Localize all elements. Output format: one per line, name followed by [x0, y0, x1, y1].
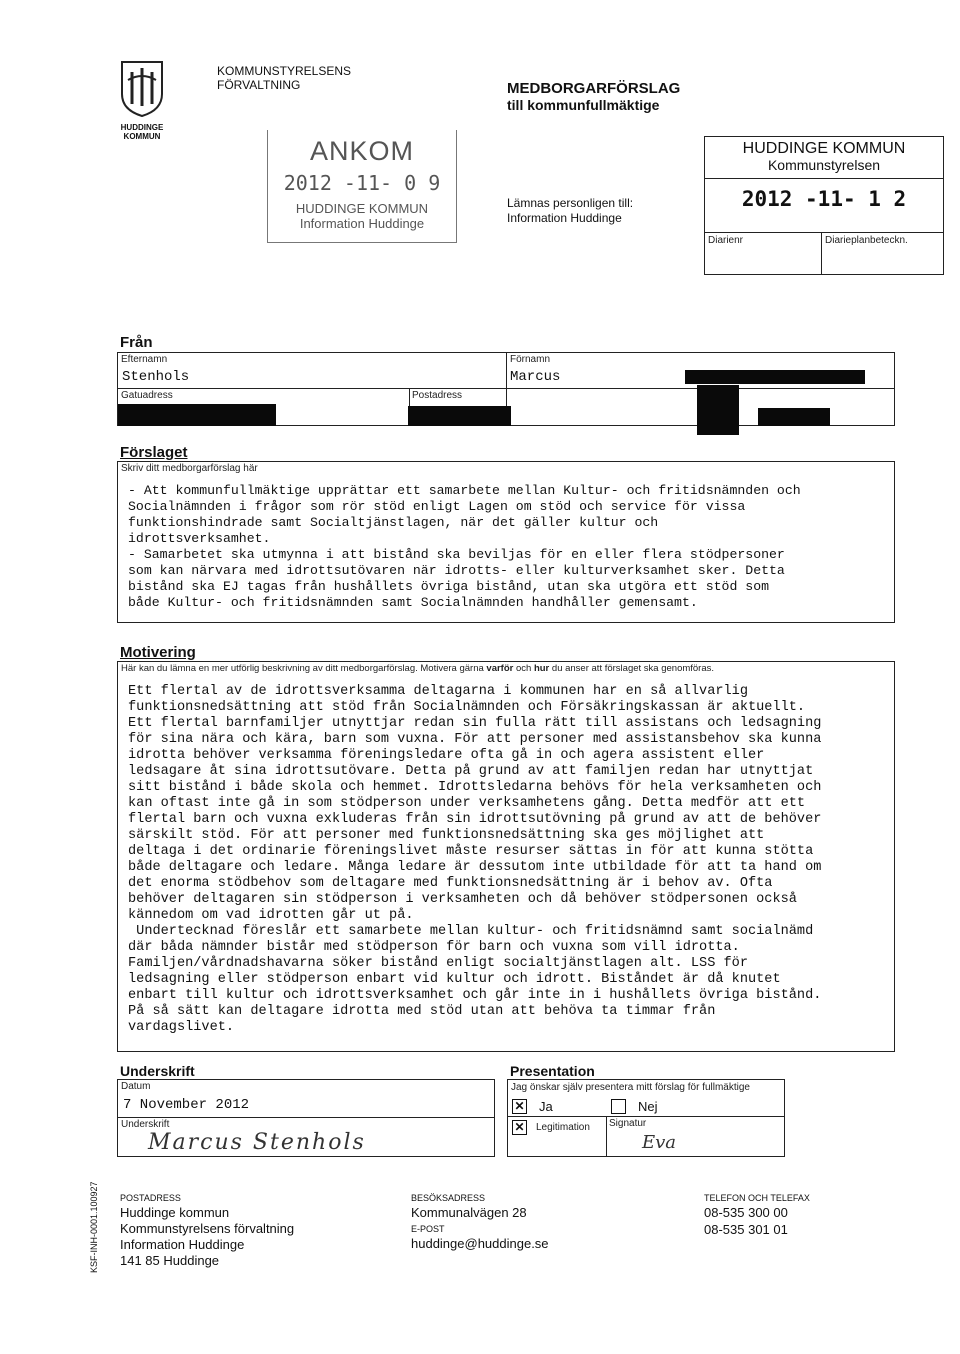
motivering-hint: Här kan du lämna en mer utförlig beskrivning av ditt medborgarförslag. Motivera gärna varför och hur du anser att förslaget ska genomföras. [121, 663, 715, 674]
presentation-box [507, 1079, 785, 1157]
redaction-postal [408, 406, 511, 426]
postadress-footer-label: POSTADRESS [120, 1193, 181, 1203]
ankom-date: 2012 -11- 0 9 [283, 171, 441, 195]
forslaget-hint: Skriv ditt medborgarförslag här [121, 463, 258, 474]
kommun-stamp-subtitle: Kommunstyrelsen [767, 157, 881, 173]
ja-label: Ja [539, 1099, 553, 1114]
forslaget-heading: Förslaget [120, 444, 188, 461]
ankom-line-1: HUDDINGE KOMMUN [295, 201, 429, 216]
epost-label: E-POST [411, 1224, 445, 1234]
underskrift-heading: Underskrift [120, 1063, 195, 1079]
org-line-2: FÖRVALTNING [217, 78, 301, 92]
ankom-line-2: Information Huddinge [299, 216, 425, 231]
diarienr-label: Diarienr [708, 235, 744, 246]
presentation-question: Jag önskar själv presentera mitt förslag för fullmäktige [511, 1082, 750, 1093]
ankom-title: ANKOM [309, 136, 414, 166]
telefon-value: 08-535 300 00 [704, 1205, 788, 1220]
legitimation-checkbox[interactable]: ✕ [512, 1120, 527, 1135]
fran-heading: Från [120, 334, 153, 351]
underskrift-label: Underskrift [121, 1119, 170, 1130]
submit-to-line-2: Information Huddinge [507, 211, 622, 225]
submit-to-line-1: Lämnas personligen till: [507, 196, 634, 210]
diarieplan-label: Diarieplanbeteckn. [825, 235, 908, 246]
epost-link[interactable]: huddinge@huddinge.se [411, 1236, 549, 1251]
ja-checkbox[interactable]: ✕ [512, 1099, 527, 1114]
form-subtitle: till kommunfullmäktige [507, 97, 660, 113]
kommun-logo [118, 60, 166, 141]
ankom-stamp [267, 130, 457, 243]
presentation-heading: Presentation [510, 1063, 595, 1079]
form-code: KSF-INH-0001.100927 [89, 1181, 99, 1273]
postadress-line-4: 141 85 Huddinge [120, 1253, 220, 1268]
redaction-extra-1 [697, 385, 739, 435]
telefon-label: TELEFON OCH TELEFAX [704, 1193, 810, 1203]
redaction-extra-2 [758, 408, 830, 426]
forslaget-textarea[interactable]: - Att kommunfullmäktige upprättar ett samarbete mellan Kultur- och fritidsnämnden och Socialnämnden i frågor som rör stöd enligt Lagen om stöd och service för vissa funktionshindrade samt Socialtjänstlagen, när det gäller kultur och idrottsverksamhet. - Samarbetet ska utmynna i att bistånd ska beviljas för en eller flera stödpersoner som kan närvara med idrottsutövaren när idrotts- eller kulturverksamhet sker. Detta bistånd ska EJ tagas från hushållets övriga bistånd, utan ska utgöra ett stöd som både Kultur- och fritidsnämnden samt Socialnämnden handhåller gemensamt. [128, 483, 801, 610]
org-line-1: KOMMUNSTYRELSENS [217, 64, 352, 78]
efternamn-label: Efternamn [121, 354, 168, 365]
nej-checkbox[interactable] [611, 1099, 626, 1114]
logo-text-2: KOMMUN [123, 132, 161, 141]
besoksadress-value: Kommunalvägen 28 [411, 1205, 527, 1220]
fornamn-field[interactable]: Marcus [510, 369, 561, 385]
kommun-stamp [704, 136, 944, 275]
redaction-phone [685, 370, 865, 384]
coat-of-arms-icon [118, 60, 166, 118]
signatur-field[interactable]: Eva [642, 1132, 677, 1153]
gatuadress-label: Gatuadress [121, 390, 173, 401]
redaction-street [118, 404, 276, 426]
legitimation-label: Legitimation [536, 1122, 590, 1133]
kommun-stamp-title: HUDDINGE KOMMUN [742, 140, 906, 157]
motivering-heading: Motivering [120, 644, 196, 661]
telefax-value: 08-535 301 01 [704, 1222, 788, 1237]
motivering-box [117, 661, 895, 1052]
fornamn-label: Förnamn [510, 354, 551, 365]
datum-field[interactable]: 7 November 2012 [123, 1097, 250, 1113]
besoksadress-label: BESÖKSADRESS [411, 1193, 486, 1203]
postadress-line-2: Kommunstyrelsens förvaltning [120, 1221, 295, 1236]
kommun-stamp-date: 2012 -11- 1 2 [741, 187, 907, 211]
signature-field[interactable]: Marcus Stenhols [148, 1130, 366, 1155]
postadress-line-1: Huddinge kommun [120, 1205, 230, 1220]
datum-label: Datum [121, 1081, 151, 1092]
postadress-line-3: Information Huddinge [120, 1237, 245, 1252]
logo-text-1: HUDDINGE [120, 123, 164, 132]
efternamn-field[interactable]: Stenhols [122, 369, 190, 385]
underskrift-box [117, 1079, 495, 1157]
nej-label: Nej [638, 1099, 658, 1114]
motivering-textarea[interactable]: Ett flertal av de idrottsverksamma deltagarna i kommunen har en så allvarlig funktionsnedsättning att stöd från Socialnämnden och Försäkringskassan är aktuellt. Ett flertal barnfamiljer utnyttjar redan sin fulla rätt till assistans och ledsagning för sina nära och kära, barn som vuxna. För att personer med assistansbehov ska kunna idrotta behöver verksamma föreningsledare ofta gå in och agera assistent eller ledsagare åt sina idrottsutövare. Detta på grund av att familjen redan har utnyttjat sitt bistånd i både skola och hemmet. Idrottsledarna behövs för hela verksamheten och kan oftast inte gå in som stödperson under verksamhetens gång. Detta medför att ett flertal barn och vuxna exkluderas från sin idrottsutövning på grund av att de behöver särskilt stöd. För att personer med funktionsnedsättning ska ges möjlighet att deltaga i det ordinarie föreningslivet måste resurser sättas in för att kunna stötta både deltagare och ledare. Många ledare är dessutom inte utbildade för att ta hand om det enorma stödbehov som deltagare med funktionsnedsättning är i behov av. Ofta behöver deltagaren sin stödperson i verksamheten och då behöver stödpersonen också kännedom om vad idrotten går ut på. Undertecknad föreslår ett samarbete mellan kultur- och fritidsnämnd samt socialnämd där båda nämnder bistår med stödperson för barn och vuxna som vill idrotta. Familjen/vårdnadshavarna söker bistånd enligt socialtjänstlagen alt. LSS för ledsagning eller stödperson enbart vid kultur och idrott. Biståndet är då knutet enbart till kultur och idrottsverksamhet och går inte in i hushållets övriga bistånd. På så sätt kan deltagare idrotta med stöd utan att behöva ta timmar från vardagslivet. [128, 684, 822, 1035]
postadress-label: Postadress [412, 390, 463, 401]
forslaget-box [117, 461, 895, 623]
signatur-label: Signatur [609, 1118, 647, 1129]
form-title: MEDBORGARFÖRSLAG [507, 80, 681, 97]
